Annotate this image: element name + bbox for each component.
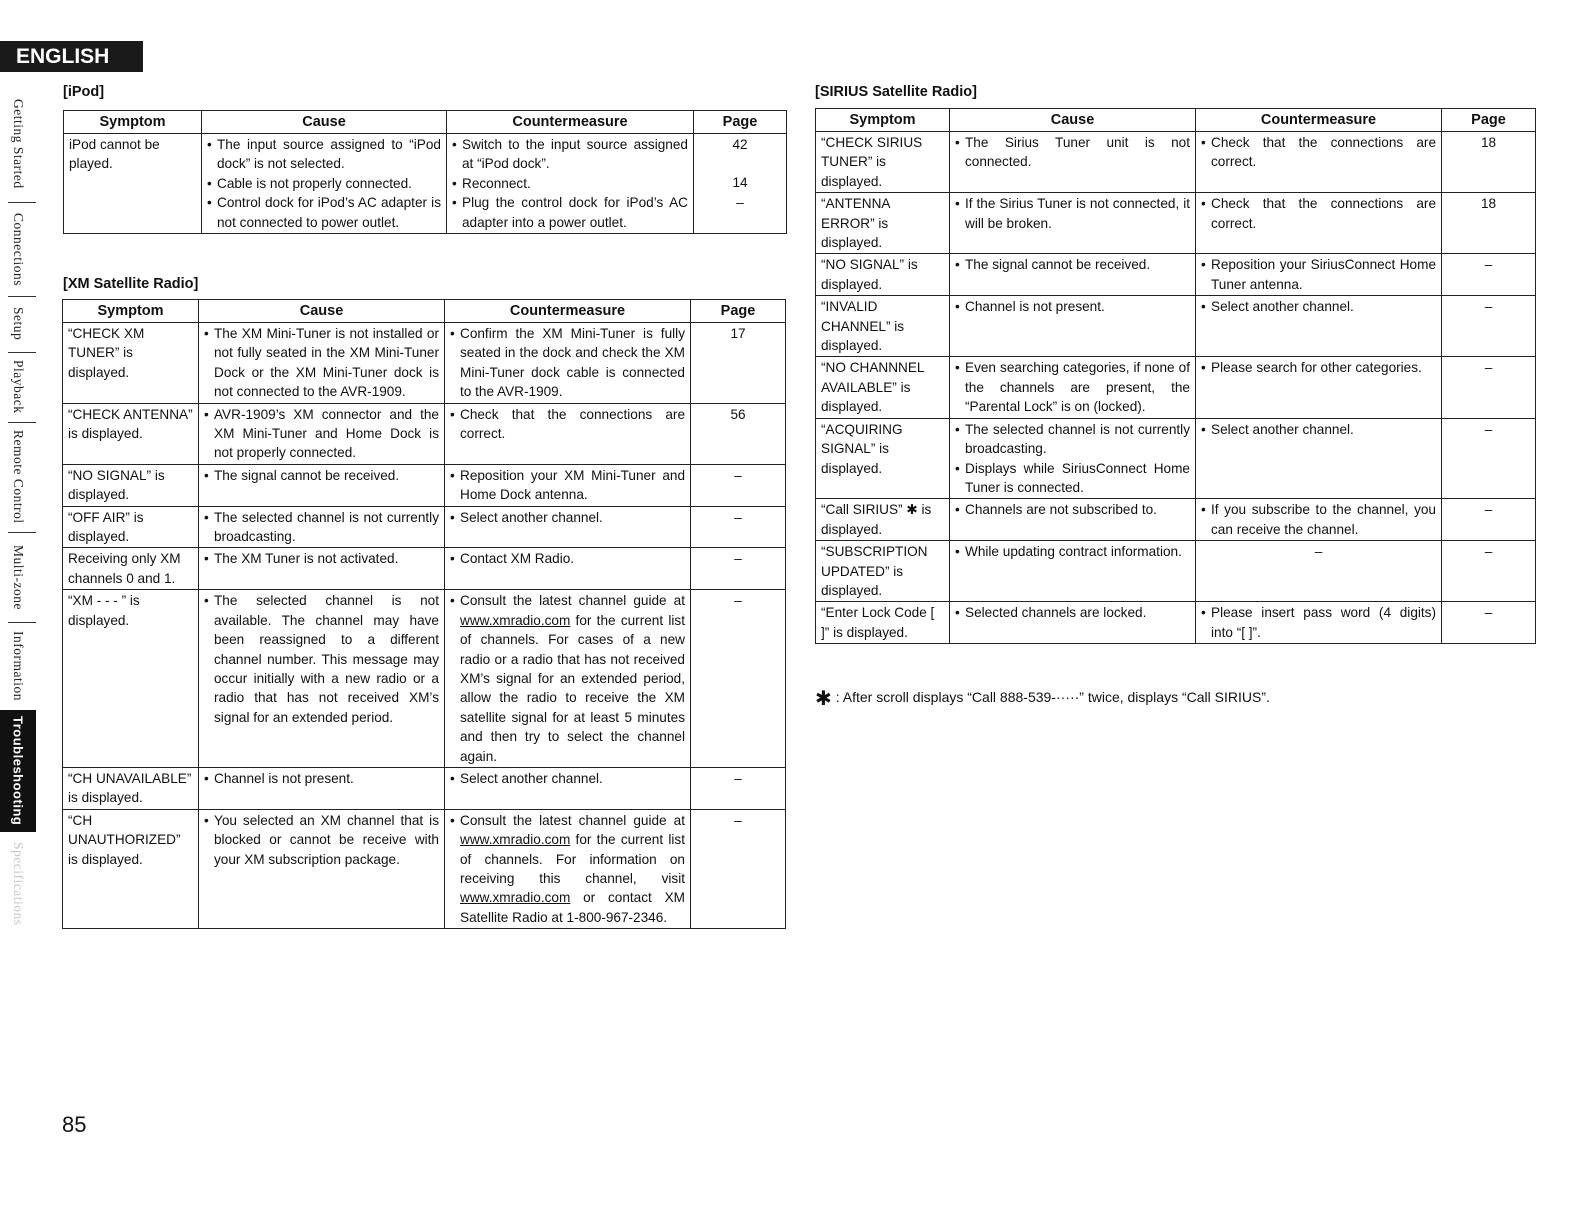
website-link[interactable]: www.xmradio.com (460, 890, 571, 906)
table-row (816, 254, 1536, 296)
countermeasure-cell (1196, 499, 1442, 541)
footnote (815, 686, 1270, 711)
sidebar-item-label: Remote Control (11, 430, 26, 524)
asterisk-icon: ✱ (815, 688, 832, 710)
cause-cell (199, 464, 445, 506)
cause-cell (950, 602, 1196, 644)
cause-cell (950, 132, 1196, 193)
countermeasure-cell (445, 506, 691, 548)
countermeasure-cell (1196, 602, 1442, 644)
countermeasure-item: • Check that the connections are correct. (450, 405, 685, 444)
divider (8, 622, 36, 623)
sirius-table (815, 108, 1536, 644)
countermeasure-cell (1196, 357, 1442, 418)
table-row (816, 541, 1536, 602)
sidebar-item-information[interactable] (0, 624, 36, 708)
countermeasure-cell (445, 403, 691, 464)
countermeasure-cell (445, 590, 691, 768)
countermeasure-item: • Contact XM Radio. (450, 549, 685, 568)
page-header: Page (1442, 109, 1536, 132)
countermeasure-cell (447, 134, 694, 234)
cause-cell (950, 418, 1196, 499)
sidebar-item-label: Playback (11, 360, 26, 414)
table-row (816, 499, 1536, 541)
table-row (816, 193, 1536, 254)
symptom-cell: “Call SIRIUS” ✱ is displayed. (816, 499, 950, 541)
cause-cell (199, 809, 445, 928)
table-row (816, 602, 1536, 644)
cause-item: • Selected channels are locked. (955, 603, 1190, 622)
sidebar-item-label: Setup (11, 307, 26, 341)
sidebar-item-playback[interactable] (0, 354, 36, 420)
table-row (63, 464, 786, 506)
countermeasure-cell: – (1196, 541, 1442, 602)
countermeasure-cell (1196, 418, 1442, 499)
cause-item: • The signal cannot be received. (955, 255, 1190, 274)
sidebar-item-label: Getting Started (11, 99, 26, 189)
page-cell: – (691, 506, 786, 548)
countermeasure-cell (1196, 193, 1442, 254)
table-row (63, 767, 786, 809)
cause-cell (199, 590, 445, 768)
cause-cell (950, 254, 1196, 296)
cause-item: • AVR-1909’s XM connector and the XM Mini-Tuner and Home Dock is not properly connected. (204, 405, 439, 463)
page-number: 85 (62, 1112, 87, 1137)
symptom-cell: “CH UNAUTHORIZED” is displayed. (63, 809, 199, 928)
cause-item: • If the Sirius Tuner is not connected, it will be broken. (955, 194, 1190, 233)
sidebar-item-label: Connections (11, 212, 26, 286)
cause-cell (199, 548, 445, 590)
text: for the current list of channels. For information on receiving this channel, visit (460, 832, 685, 886)
countermeasure-item: • Check that the connections are correct. (1201, 194, 1436, 233)
symptom-cell: iPod cannot be played. (64, 134, 202, 234)
countermeasure-item: • Reconnect. (452, 174, 688, 193)
symptom-cell: “INVALID CHANNEL” is displayed. (816, 296, 950, 357)
xm-table (62, 299, 786, 929)
countermeasure-header: Countermeasure (1196, 109, 1442, 132)
cause-item: • Control dock for iPod’s AC adapter is not connected to power outlet. (207, 193, 441, 232)
cause-cell (199, 323, 445, 404)
sidebar-item-troubleshooting[interactable] (0, 710, 36, 832)
symptom-header: Symptom (816, 109, 950, 132)
sidebar-item-setup[interactable] (0, 298, 36, 350)
table-header-row (63, 300, 786, 323)
ipod-section-title: [iPod] (63, 84, 105, 100)
cause-item: • While updating contract information. (955, 542, 1190, 561)
text: Consult the latest channel guide at (460, 593, 685, 609)
countermeasure-item: • Plug the control dock for iPod’s AC adapter into a power outlet. (452, 193, 688, 232)
xm-section-title: [XM Satellite Radio] (63, 276, 199, 292)
cause-item: • Cable is not properly connected. (207, 174, 441, 193)
countermeasure-item: • Select another channel. (1201, 297, 1436, 316)
page-cell: 17 (691, 323, 786, 404)
cause-item: • Channel is not present. (204, 769, 439, 788)
table-row (816, 132, 1536, 193)
divider (8, 202, 36, 203)
cause-item: • The Sirius Tuner unit is not connected. (955, 133, 1190, 172)
sidebar-item-label: Information (11, 631, 26, 701)
symptom-cell: “NO SIGNAL” is displayed. (63, 464, 199, 506)
symptom-cell: “CHECK XM TUNER” is displayed. (63, 323, 199, 404)
cause-item: • The selected channel is not currently broadcasting. (204, 508, 439, 547)
symptom-cell: “Enter Lock Code [ ]” is displayed. (816, 602, 950, 644)
symptom-cell: “CH UNAVAILABLE” is displayed. (63, 767, 199, 809)
symptom-cell: “CHECK ANTENNA” is displayed. (63, 403, 199, 464)
sidebar-item-multi-zone[interactable] (0, 534, 36, 620)
table-row (816, 296, 1536, 357)
countermeasure-item: • If you subscribe to the channel, you can receive the channel. (1201, 500, 1436, 539)
table-row (63, 548, 786, 590)
sidebar-item-label: Troubleshooting (10, 716, 26, 826)
page-cell: – (691, 548, 786, 590)
page-cell: – (1442, 418, 1536, 499)
countermeasure-cell (445, 323, 691, 404)
sidebar-item-label: Specifications (11, 842, 26, 926)
symptom-cell: “NO SIGNAL” is displayed. (816, 254, 950, 296)
website-link[interactable]: www.xmradio.com (460, 832, 571, 848)
page-cell (694, 134, 787, 234)
page-cell: – (691, 464, 786, 506)
cause-item: • The input source assigned to “iPod dock” is not selected. (207, 135, 441, 174)
language-tab: ENGLISH (0, 41, 143, 72)
countermeasure-item: • Select another channel. (1201, 420, 1436, 439)
page-cell: – (1442, 296, 1536, 357)
cause-item: • Displays while SiriusConnect Home Tuner is connected. (955, 459, 1190, 498)
countermeasure-item: • Select another channel. (450, 769, 685, 788)
countermeasure-item: • Reposition your SiriusConnect Home Tuner antenna. (1201, 255, 1436, 294)
sidebar-item-label: Multi-zone (11, 544, 26, 610)
symptom-header: Symptom (63, 300, 199, 323)
cause-cell (950, 357, 1196, 418)
countermeasure-cell (1196, 254, 1442, 296)
sirius-section-title: [SIRIUS Satellite Radio] (815, 84, 977, 100)
divider (8, 532, 36, 533)
footnote-text: : After scroll displays “Call 888-539-·····” twice, displays “Call SIRIUS”. (835, 689, 1270, 705)
table-row (63, 590, 786, 768)
symptom-cell: “XM - - - ” is displayed. (63, 590, 199, 768)
countermeasure-item: • Check that the connections are correct. (1201, 133, 1436, 172)
cause-cell (199, 403, 445, 464)
cause-header: Cause (202, 111, 447, 134)
countermeasure-cell (1196, 132, 1442, 193)
countermeasure-item (450, 811, 685, 927)
spacer (699, 154, 781, 173)
divider (8, 422, 36, 423)
cause-cell (950, 541, 1196, 602)
table-row (63, 403, 786, 464)
page-ref: 42 (732, 137, 748, 152)
cause-cell (202, 134, 447, 234)
page-cell: 56 (691, 403, 786, 464)
symptom-cell: “NO CHANNNEL AVAILABLE” is displayed. (816, 357, 950, 418)
countermeasure-item: • Please search for other categories. (1201, 358, 1436, 377)
page-cell: 18 (1442, 193, 1536, 254)
divider (8, 352, 36, 353)
sidebar-item-remote-control[interactable] (0, 424, 36, 530)
countermeasure-header: Countermeasure (447, 111, 694, 134)
cause-item: • The XM Tuner is not activated. (204, 549, 439, 568)
countermeasure-cell (445, 767, 691, 809)
cause-item: • You selected an XM channel that is blocked or cannot be receive with your XM subscription package. (204, 811, 439, 869)
page-cell: – (1442, 602, 1536, 644)
page-cell: 18 (1442, 132, 1536, 193)
sidebar-item-connections[interactable] (0, 204, 36, 294)
text: or contact XM Satellite Radio at 1-800-967-2346. (460, 890, 685, 925)
table-row (63, 506, 786, 548)
cause-item: • Channels are not subscribed to. (955, 500, 1190, 519)
countermeasure-cell (445, 809, 691, 928)
symptom-cell: “ACQUIRING SIGNAL” is displayed. (816, 418, 950, 499)
symptom-cell: “SUBSCRIPTION UPDATED” is displayed. (816, 541, 950, 602)
table-row (816, 418, 1536, 499)
page-cell: – (691, 767, 786, 809)
symptom-cell: Receiving only XM channels 0 and 1. (63, 548, 199, 590)
countermeasure-item: • Please insert pass word (4 digits) into “[ ]”. (1201, 603, 1436, 642)
page-cell: – (1442, 541, 1536, 602)
website-link[interactable]: www.xmradio.com (460, 612, 571, 628)
countermeasure-item: • Select another channel. (450, 508, 685, 527)
cause-item: • The XM Mini-Tuner is not installed or not fully seated in the XM Mini-Tuner Dock or the XM Mini-Tuner dock is not connected to the AVR-1909. (204, 324, 439, 402)
page-header: Page (691, 300, 786, 323)
cause-cell (950, 193, 1196, 254)
sidebar-item-specifications[interactable] (0, 836, 36, 932)
page-cell: – (1442, 254, 1536, 296)
page-cell: – (691, 809, 786, 928)
page-cell: – (1442, 357, 1536, 418)
countermeasure-header: Countermeasure (445, 300, 691, 323)
cause-header: Cause (950, 109, 1196, 132)
cause-item: • The signal cannot be received. (204, 466, 439, 485)
table-row (816, 357, 1536, 418)
page-ref: – (736, 194, 744, 210)
cause-cell (199, 506, 445, 548)
countermeasure-item: • Confirm the XM Mini-Tuner is fully seated in the dock and check the XM Mini-Tuner dock cable is connected to the AVR-1909. (450, 324, 685, 402)
page-cell: – (1442, 499, 1536, 541)
table-row (63, 323, 786, 404)
divider (8, 296, 36, 297)
table-row (64, 134, 787, 234)
symptom-header: Symptom (64, 111, 202, 134)
countermeasure-item: • Reposition your XM Mini-Tuner and Home Dock antenna. (450, 466, 685, 505)
countermeasure-item (450, 591, 685, 766)
table-row (63, 809, 786, 928)
table-header-row (816, 109, 1536, 132)
sidebar-item-getting-started[interactable] (0, 88, 36, 200)
cause-item: • Even searching categories, if none of the channels are present, the “Parental Lock” is on (locked). (955, 358, 1190, 416)
page-cell: – (691, 590, 786, 768)
cause-item: • The selected channel is not currently broadcasting. (955, 420, 1190, 459)
text: for the current list of channels. For cases of a new radio or a radio that has not received XM’s signal for an extended period, allow the radio to receive the XM satellite signal for at least 5 minutes and then try to select the channel again. (460, 612, 685, 764)
table-header-row (64, 111, 787, 134)
cause-cell (950, 499, 1196, 541)
cause-cell (199, 767, 445, 809)
ipod-table (63, 110, 787, 234)
countermeasure-cell (1196, 296, 1442, 357)
cause-header: Cause (199, 300, 445, 323)
cause-item: • Channel is not present. (955, 297, 1190, 316)
cause-item: • The selected channel is not available. The channel may have been reassigned to a different channel number. This message may occur initially with a new radio or a radio that has not received XM’s signal for an extended period. (204, 591, 439, 727)
countermeasure-item: • Switch to the input source assigned at “iPod dock”. (452, 135, 688, 174)
page-ref: 14 (732, 175, 748, 191)
symptom-cell: “ANTENNA ERROR” is displayed. (816, 193, 950, 254)
text: Consult the latest channel guide at (460, 812, 685, 828)
symptom-cell: “OFF AIR” is displayed. (63, 506, 199, 548)
cause-cell (950, 296, 1196, 357)
countermeasure-cell (445, 464, 691, 506)
page-header: Page (694, 111, 787, 134)
symptom-cell: “CHECK SIRIUS TUNER” is displayed. (816, 132, 950, 193)
countermeasure-cell (445, 548, 691, 590)
